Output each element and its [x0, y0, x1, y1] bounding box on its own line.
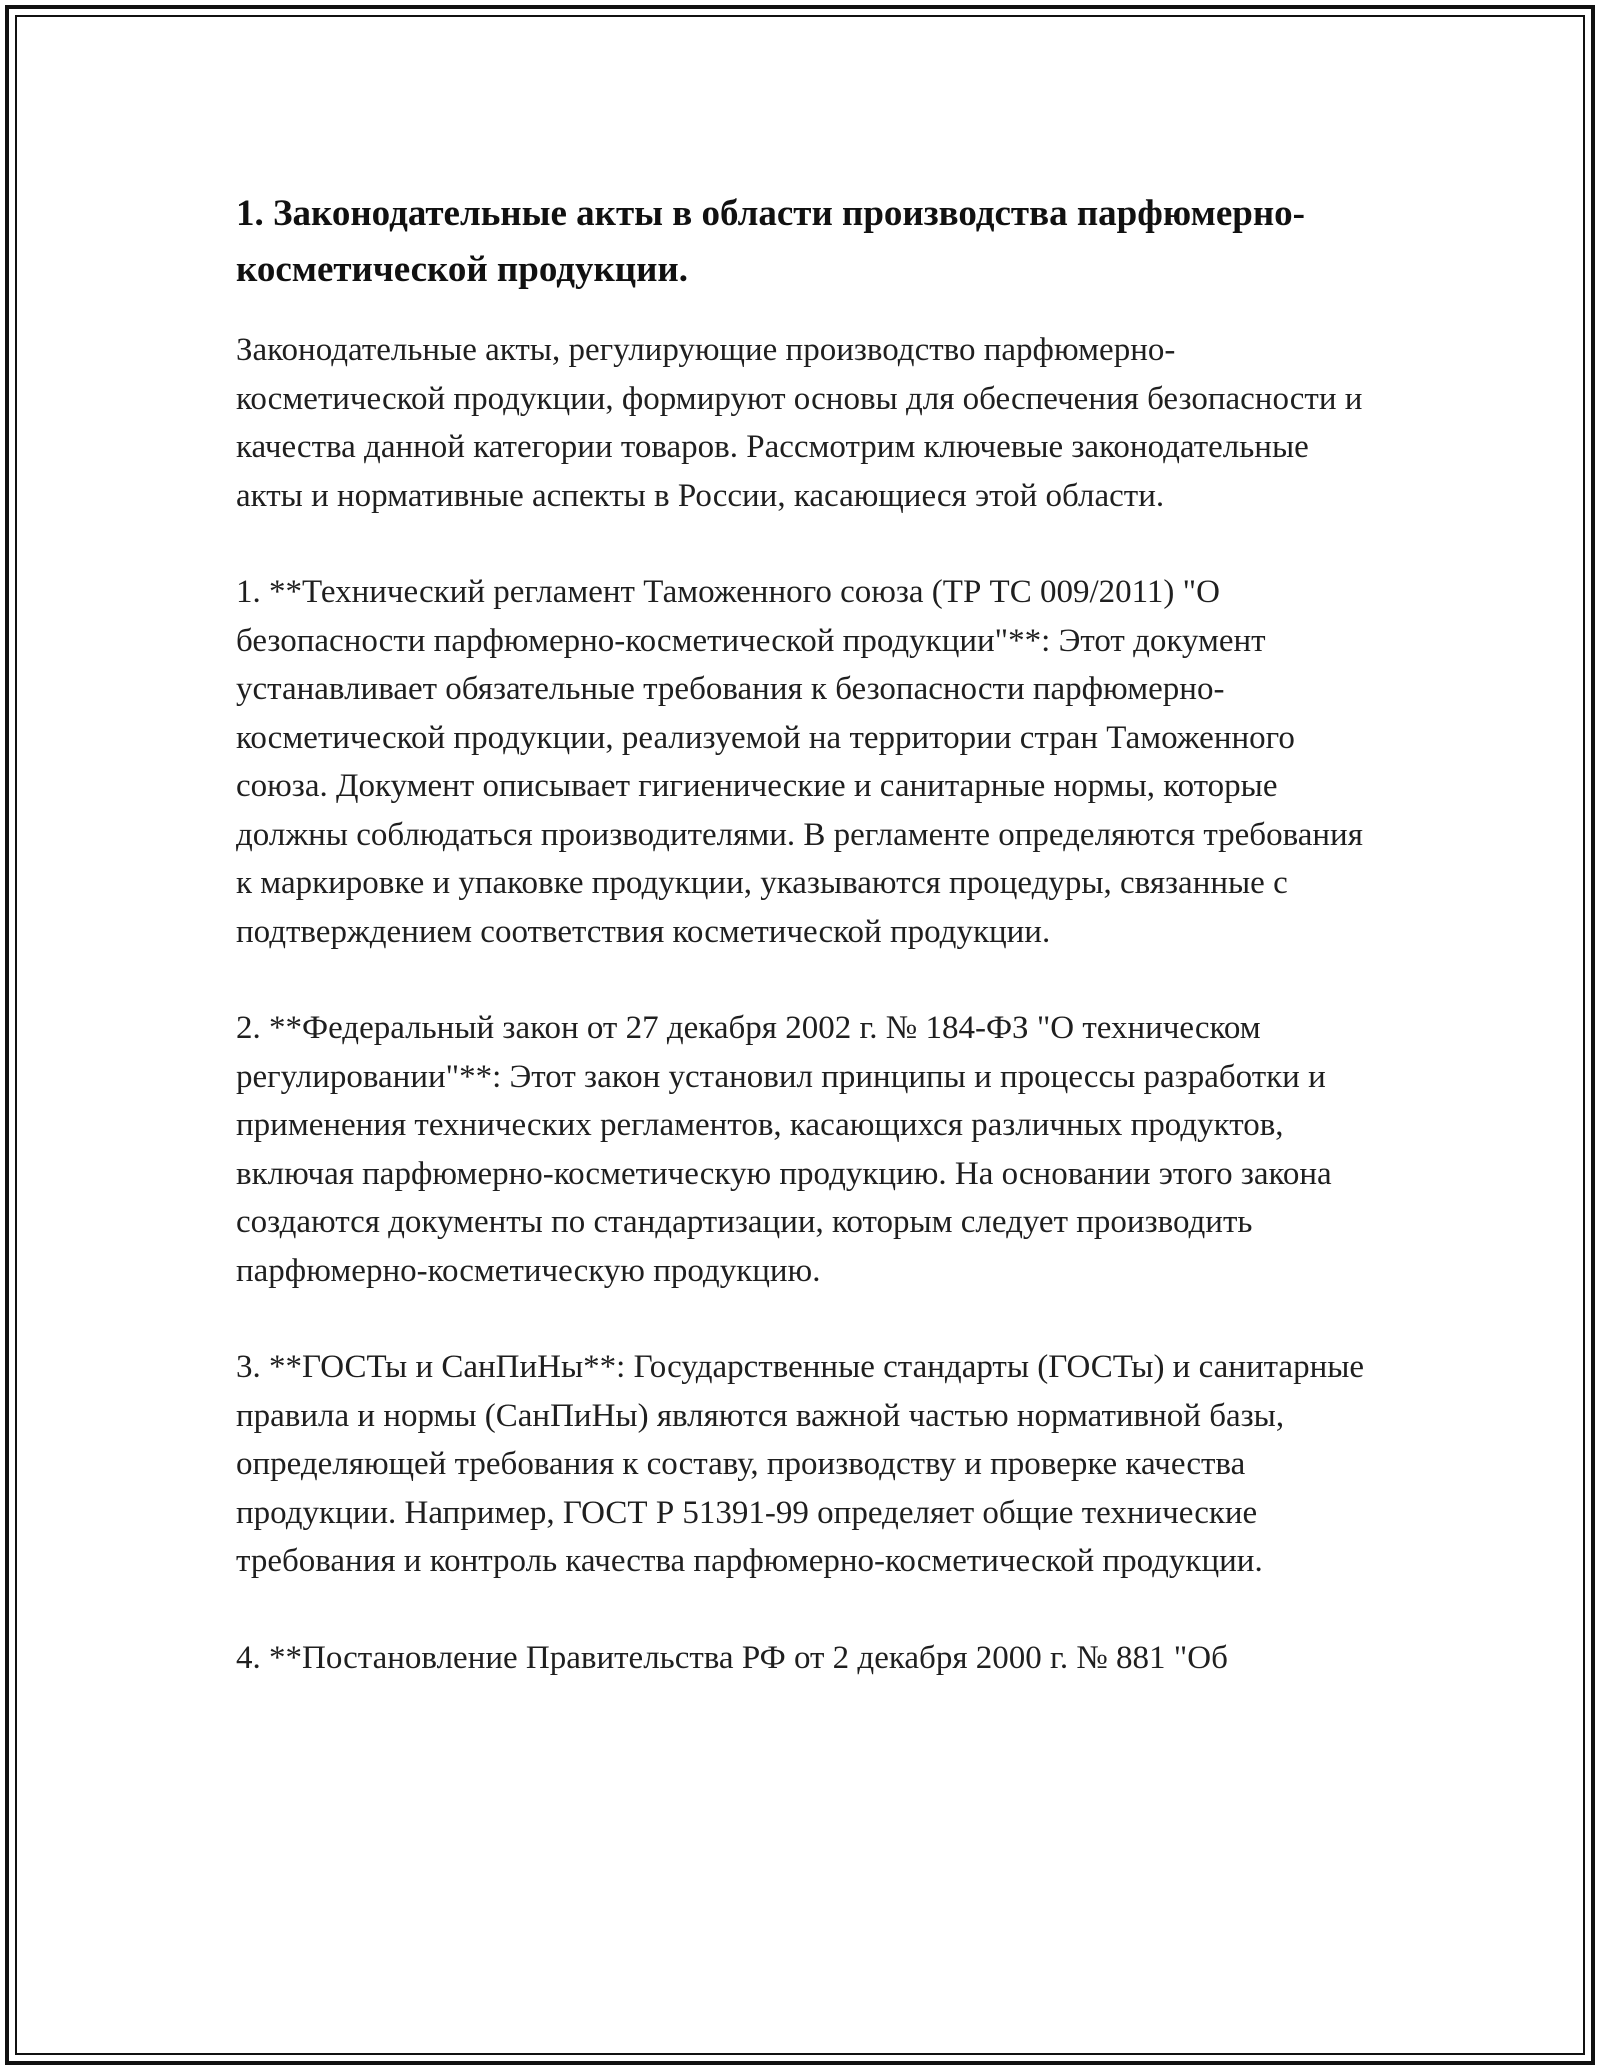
list-item-paragraph: 2. **Федеральный закон от 27 декабря 2002 г. № 184-ФЗ "О техническом регулировании"**: Этот закон установил принципы и процессы разработки и применения технических регламентов, касающихся различных продуктов, включая парфюмерно-косметическую продукцию. На основании этого закона создаются документы по стандартизации, которым следует производить парфюмерно-косметическую продукцию.	[236, 1010, 1332, 1289]
document-body	[236, 186, 1366, 1730]
list-item-paragraph: 3. **ГОСТы и СанПиНы**: Государственные стандарты (ГОСТы) и санитарные правила и нормы (СанПиНы) являются важной частью нормативной базы, определяющей требования к составу, производству и проверке качества продукции. Например, ГОСТ Р 51391-99 определяет общие технические требования и контроль качества парфюмерно-косметической продукции.	[236, 1349, 1365, 1579]
list-item-paragraph: 4. **Постановление Правительства РФ от 2 декабря 2000 г. № 881 "Об	[236, 1639, 1228, 1676]
section-heading: 1. Законодательные акты в области производства парфюмерно-косметической продукции.	[236, 193, 1305, 290]
list-item-paragraph: 1. **Технический регламент Таможенного союза (ТР ТС 009/2011) "О безопасности парфюмерно-косметической продукции"**: Этот документ устанавливает обязательные требования к безопасности парфюмерно-косметической продукции, реализуемой на территории стран Таможенного союза. Документ описывает гигиенические и санитарные нормы, которые должны соблюдаться производителями. В регламенте определяются требования к маркировке и упаковке продукции, указываются процедуры, связанные с подтверждением соответствия косметической продукции.	[236, 574, 1363, 950]
intro-paragraph: Законодательные акты, регулирующие производство парфюмерно-косметической продукции, формируют основы для обеспечения безопасности и качества данной категории товаров. Рассмотрим ключевые законодательные акты и нормативные аспекты в России, касающиеся этой области.	[236, 332, 1363, 514]
